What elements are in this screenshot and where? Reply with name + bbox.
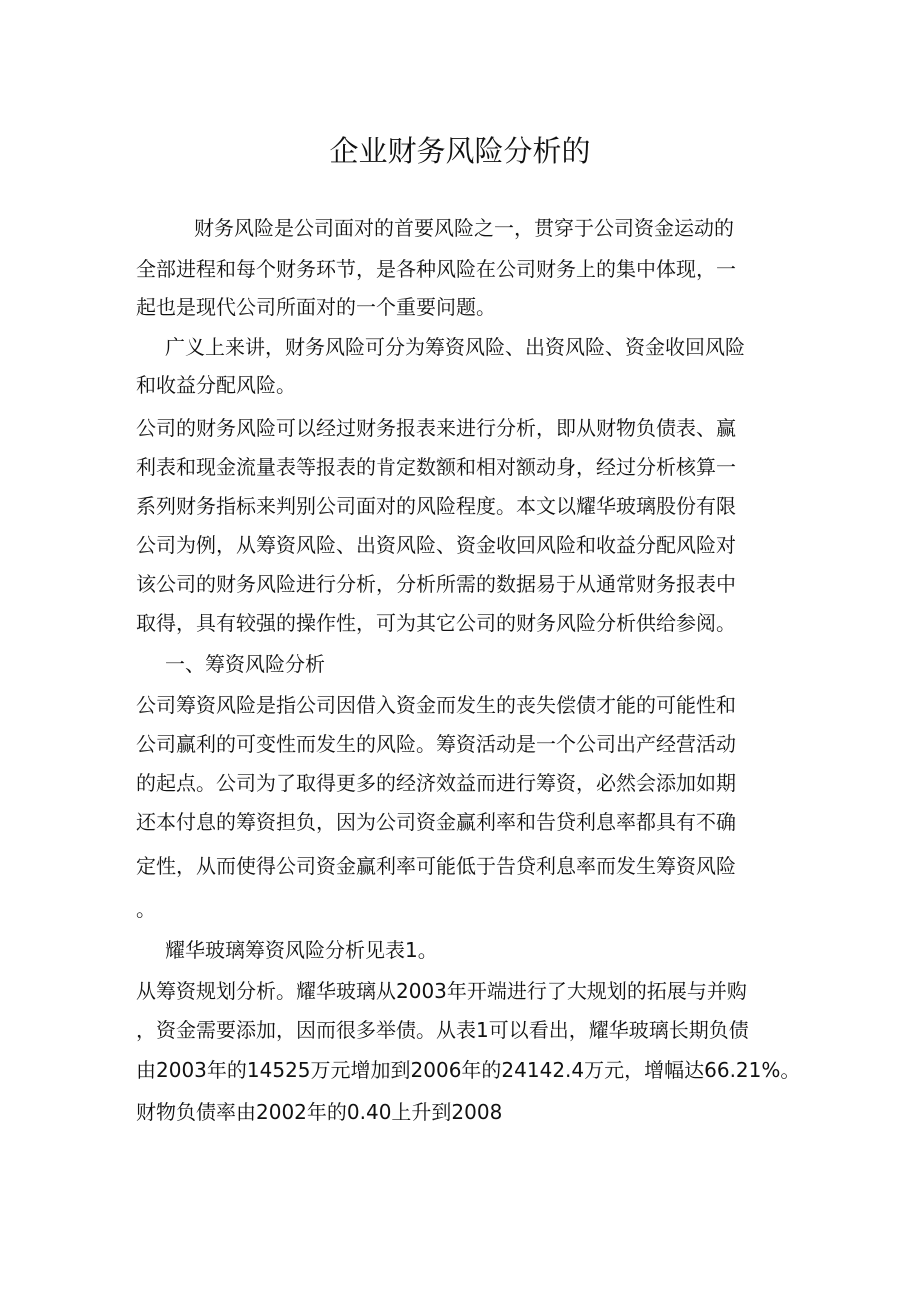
paragraph-4-line-3: 的起点。公司为了取得更多的经济效益而进行筹资，必然会添加如期	[136, 771, 736, 795]
paragraph-3-line-2: 利表和现金流量表等报表的肯定数额和相对额动身，经过分析核算一	[136, 455, 736, 479]
paragraph-3-line-1: 公司的财务风险可以经过财务报表来进行分析，即从财物负债表、赢	[136, 416, 736, 440]
paragraph-6-line-3: 由2003年的14525万元增加到2006年的24142.4万元，增幅达66.21%。	[136, 1058, 801, 1082]
paragraph-3-line-5: 该公司的财务风险进行分析，分析所需的数据易于从通常财务报表中	[136, 572, 736, 596]
paragraph-4-line-6: 。	[136, 897, 156, 921]
paragraph-3-line-4: 公司为例，从筹资风险、出资风险、资金收回风险和收益分配风险对	[136, 533, 736, 557]
paragraph-4-line-4: 还本付息的筹资担负，因为公司资金赢利率和告贷利息率都具有不确	[136, 810, 736, 834]
paragraph-3-line-6: 取得，具有较强的操作性，可为其它公司的财务风险分析供给参阅。	[136, 611, 736, 635]
paragraph-2-line-2: 和收益分配风险。	[136, 373, 296, 397]
paragraph-4-line-5: 定性，从而使得公司资金赢利率可能低于告贷利息率而发生筹资风险	[136, 854, 736, 878]
paragraph-1-line-1: 财务风险是公司面对的首要风险之一，贯穿于公司资金运动的	[194, 216, 734, 240]
paragraph-6-line-4: 财物负债率由2002年的0.40上升到2008	[136, 1100, 503, 1124]
paragraph-1-line-3: 起也是现代公司所面对的一个重要问题。	[136, 295, 496, 319]
paragraph-6-line-2: ，资金需要添加，因而很多举债。从表1可以看出，耀华玻璃长期负债	[136, 1018, 749, 1042]
paragraph-3-line-3: 系列财务指标来判别公司面对的风险程度。本文以耀华玻璃股份有限	[136, 494, 736, 518]
paragraph-2-line-1: 广义上来讲，财务风险可分为筹资风险、出资风险、资金收回风险	[165, 335, 745, 359]
paragraph-4-line-1: 公司筹资风险是指公司因借入资金而发生的丧失偿债才能的可能性和	[136, 693, 736, 717]
paragraph-4-line-2: 公司赢利的可变性而发生的风险。筹资活动是一个公司出产经营活动	[136, 732, 736, 756]
paragraph-5-line-1: 耀华玻璃筹资风险分析见表1。	[165, 938, 438, 962]
paragraph-1-line-2: 全部进程和每个财务环节，是各种风险在公司财务上的集中体现，一	[136, 257, 736, 281]
document-title: 企业财务风险分析的	[329, 134, 591, 168]
section-heading: 一、筹资风险分析	[165, 652, 325, 676]
paragraph-6-line-1: 从筹资规划分析。耀华玻璃从2003年开端进行了大规划的拓展与并购	[136, 979, 747, 1003]
